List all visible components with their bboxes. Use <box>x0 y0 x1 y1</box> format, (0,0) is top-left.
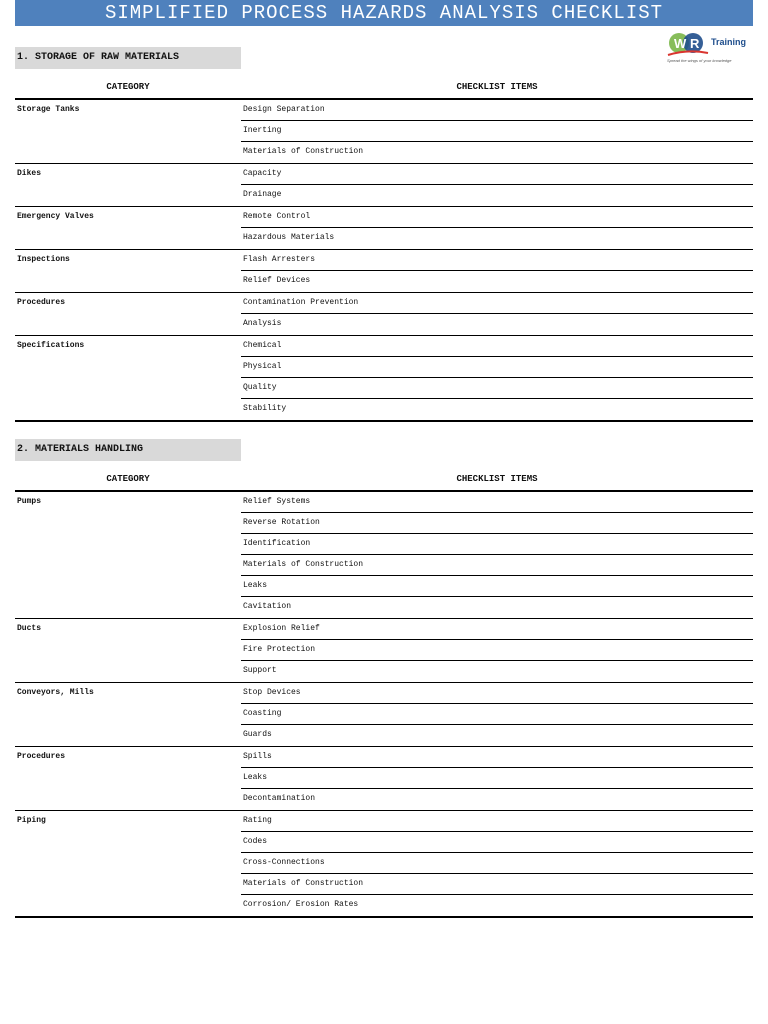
checklist-items <box>241 747 753 810</box>
checklist-table <box>15 492 753 918</box>
category-cell: Ducts <box>17 624 42 633</box>
logo-brand-text: Training <box>711 37 747 47</box>
checklist-item: Cavitation <box>243 602 292 611</box>
checklist-group <box>15 207 753 250</box>
checklist-items <box>241 207 753 249</box>
checklist-group <box>15 250 753 293</box>
checklist-item: Stability <box>243 404 287 413</box>
section-materials-handling <box>15 439 753 918</box>
checklist-item: Relief Systems <box>241 492 753 513</box>
section-heading: 1. STORAGE OF RAW MATERIALS <box>15 47 241 69</box>
checklist-item: Physical <box>241 357 753 378</box>
checklist-item: Remote Control <box>241 207 753 228</box>
category-cell: Inspections <box>17 255 70 264</box>
checklist-item: Drainage <box>243 190 282 199</box>
logo-tagline: Spread the wings of your knowledge <box>667 58 732 63</box>
checklist-item: Decontamination <box>243 794 316 803</box>
page-title: SIMPLIFIED PROCESS HAZARDS ANALYSIS CHECKLIST <box>15 0 753 26</box>
checklist-item: Capacity <box>241 164 753 185</box>
svg-text:W: W <box>674 36 687 51</box>
checklist-item: Coasting <box>241 704 753 725</box>
checklist-item: Spills <box>241 747 753 768</box>
checklist-item: Support <box>243 666 277 675</box>
checklist-item: Fire Protection <box>241 640 753 661</box>
checklist-item: Analysis <box>243 319 282 328</box>
checklist-group <box>15 619 753 683</box>
category-cell: Dikes <box>17 169 42 178</box>
checklist-item: Contamination Prevention <box>241 293 753 314</box>
checklist-items <box>241 683 753 746</box>
category-cell: Procedures <box>17 298 66 307</box>
checklist-item: Leaks <box>241 576 753 597</box>
checklist-item: Quality <box>241 378 753 399</box>
checklist-item: Chemical <box>241 336 753 357</box>
category-cell: Emergency Valves <box>17 212 94 221</box>
checklist-item: Materials of Construction <box>243 147 364 156</box>
checklist-group <box>15 164 753 207</box>
checklist-items <box>241 492 753 618</box>
checklist-item: Materials of Construction <box>241 874 753 895</box>
checklist-items-column-header: CHECKLIST ITEMS <box>456 82 538 92</box>
section-storage-raw-materials <box>15 47 753 422</box>
checklist-item: Stop Devices <box>241 683 753 704</box>
checklist-item: Hazardous Materials <box>243 233 335 242</box>
checklist-items <box>241 164 753 206</box>
category-cell: Specifications <box>17 341 85 350</box>
checklist-item: Cross-Connections <box>241 853 753 874</box>
checklist-item: Materials of Construction <box>241 555 753 576</box>
checklist-item: Codes <box>241 832 753 853</box>
section-heading: 2. MATERIALS HANDLING <box>15 439 241 461</box>
checklist-item: Leaks <box>241 768 753 789</box>
checklist-item: Corrosion/ Erosion Rates <box>243 900 359 909</box>
checklist-items <box>241 619 753 682</box>
checklist-group <box>15 293 753 336</box>
category-column-header: CATEGORY <box>106 474 150 484</box>
checklist-group <box>15 336 753 422</box>
svg-text:R: R <box>690 36 700 51</box>
checklist-item: Guards <box>243 730 272 739</box>
checklist-group <box>15 100 753 164</box>
checklist-group <box>15 683 753 747</box>
category-cell: Pumps <box>17 497 42 506</box>
category-cell: Procedures <box>17 752 66 761</box>
checklist-item: Relief Devices <box>243 276 311 285</box>
category-cell: Piping <box>17 816 46 825</box>
checklist-item: Rating <box>241 811 753 832</box>
checklist-group <box>15 747 753 811</box>
category-cell: Storage Tanks <box>17 105 80 114</box>
column-headers <box>15 78 753 100</box>
checklist-items-column-header: CHECKLIST ITEMS <box>456 474 538 484</box>
checklist-item: Reverse Rotation <box>241 513 753 534</box>
checklist-items <box>241 100 753 163</box>
checklist-item: Design Separation <box>241 100 753 121</box>
checklist-items <box>241 293 753 335</box>
category-column-header: CATEGORY <box>106 82 150 92</box>
checklist-item: Inerting <box>241 121 753 142</box>
checklist-item: Explosion Relief <box>241 619 753 640</box>
checklist-table <box>15 100 753 422</box>
category-cell: Conveyors, Mills <box>17 688 94 697</box>
checklist-items <box>241 811 753 916</box>
checklist-items <box>241 336 753 420</box>
checklist-items <box>241 250 753 292</box>
checklist-group <box>15 492 753 619</box>
checklist-item: Flash Arresters <box>241 250 753 271</box>
checklist-item: Identification <box>241 534 753 555</box>
column-headers <box>15 470 753 492</box>
checklist-group <box>15 811 753 918</box>
